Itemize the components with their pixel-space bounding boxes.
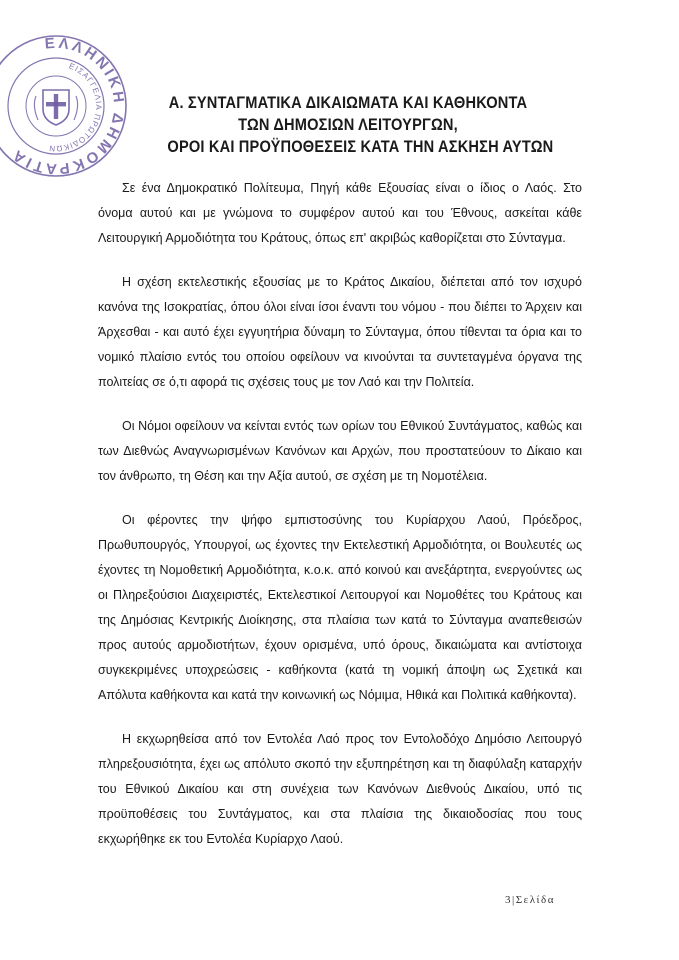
paragraph-3: Οι Νόμοι οφείλουν να κείνται εντός των ορίων του Εθνικού Συντάγματος, καθώς και των Διεθνώς Αναγνωρισμένων Κανόνων και Αρχών, που προστατεύουν το Δίκαιο και τον άνθρωπο, τη Θέση και την Αξία αυτού, σε σχέση με τη Νομοτέλεια. (98, 419, 582, 483)
title-line-2: ΤΩΝ ΔΗΜΟΣΙΩΝ ΛΕΙΤΟΥΡΓΩΝ, (238, 115, 458, 134)
document-body (98, 176, 582, 871)
page-number-footer: 3|Σελίδα (505, 894, 555, 906)
paragraph-5: Η εκχωρηθείσα από τον Εντολέα Λαό προς τον Εντολοδόχο Δημόσιο Λειτουργό πληρεξουσιότητα, έχει ως απόλυτο σκοπό την εξυπηρέτηση και τη διαφύλαξη καταρχήν του Εθνικού Δικαίου και στη συνέχεια των Κανόνων Διεθνούς Δικαίου, υπό τις προϋποθέσεις του Συντάγματος, και στα πλαίσια της δικαιοδοσίας που τους εκχωρήθηκε εκ του Εντολέα Κυρίαρχο Λαού. (98, 732, 582, 846)
document-title (167, 92, 554, 158)
paragraph-4: Οι φέροντες την ψήφο εμπιστοσύνης του Κυρίαρχου Λαού, Πρόεδρος, Πρωθυπουργός, Υπουργοί, ως έχοντες την Εκτελεστική Αρμοδιότητα, οι Βουλευτές ως έχοντες τη Νομοθετική Αρμοδιότητα, κ.ο.κ. από κοινού και ανεξάρτητα, ενεργούντες ως οι Πληρεξούσιοι Διαχειριστές, Εκτελεστικοί Λειτουργοί και Νομοθέτες του Κράτους και της Δημόσιας Κεντρικής Διοίκησης, στα πλαίσια των κατά το Σύνταγμα αναπεθεισών προς αυτούς αρμοδιοτήτων, έχουν ορισμένα, υπό όρους, δικαιώματα και αντίστοιχα συγκεκριμένες υποχρεώσεις - καθήκοντα (κατά τη νομική άποψη ως Σχετικά και Απόλυτα καθήκοντα και κατά την κοινωνική ως Νόμιμα, Ηθικά και Πολιτικά καθήκοντα). (98, 513, 582, 702)
official-seal-stamp (0, 32, 130, 180)
coat-of-arms-icon (34, 90, 77, 125)
title-line-3: ΟΡΟΙ ΚΑΙ ΠΡΟΫΠΟΘΕΣΕΙΣ ΚΑΤΑ ΤΗΝ ΑΣΚΗΣΗ ΑΥΤΩΝ (167, 137, 554, 156)
svg-text:ΕΛΛΗΝΙΚΗ ΔΗΜΟΚΡΑΤΙΑ (7, 35, 127, 178)
title-line-1: Α. ΣΥΝΤΑΓΜΑΤΙΚΑ ΔΙΚΑΙΩΜΑΤΑ ΚΑΙ ΚΑΘΗΚΟΝΤΑ (168, 93, 528, 112)
paragraph-1: Σε ένα Δημοκρατικό Πολίτευμα, Πηγή κάθε Εξουσίας είναι ο ίδιος ο Λαός. Στο όνομα αυτού και με γνώμονα το συμφέρον αυτού και του Έθνους, ασκείται κάθε Λειτουργική Αρμοδιότητα του Κράτους, όπως επ' ακριβώς καθορίζεται στο Σύνταγμα. (98, 181, 582, 245)
seal-inner-text: ΕΙΣΑΓΓΕΛΙΑ ΠΡΩΤΟΔΙΚΩΝ (47, 61, 104, 154)
paragraph-2: Η σχέση εκτελεστικής εξουσίας με το Κράτος Δικαίου, διέπεται από τον ισχυρό κανόνα της Ισοκρατίας, όπου όλοι είναι ίσοι έναντι του νόμου - που διέπει το Άρχειν και Άρχεσθαι - και αυτό έχει εγγυητήρια δύναμη το Σύνταγμα, όπου τίθενται τα όρια και το νομικό πλαίσιο εντός του οποίου οφείλουν να κινούνται τα συντεταγμένα όργανα της πολιτείας σε ό,τι αφορά τις σχέσεις τους με τον Λαό και την Πολιτεία. (98, 275, 582, 389)
seal-ring-text: ΕΛΛΗΝΙΚΗ ΔΗΜΟΚΡΑΤΙΑ (7, 34, 128, 178)
